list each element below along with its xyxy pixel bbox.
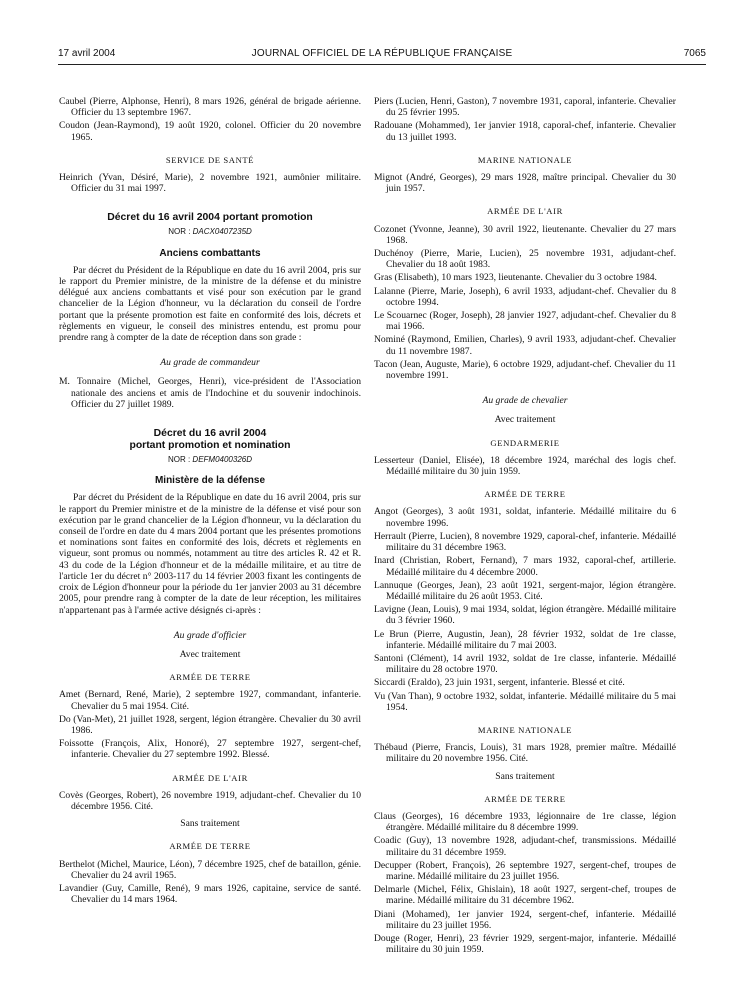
list-item: Santoni (Clément), 14 avril 1932, soldat de 1re classe, infanterie. Médaillé militaire du 28 octobre 1970. xyxy=(374,652,676,676)
list-item: Lesserteur (Daniel, Elisée), 18 décembre 1924, maréchal des logis chef. Médaillé militaire du 30 juin 1959. xyxy=(374,454,676,478)
section-heading: ARMÉE DE TERRE xyxy=(169,672,251,683)
list-item: Do (Van-Met), 21 juillet 1928, sergent, légion étrangère. Chevalier du 30 avril 1986. xyxy=(59,713,361,736)
section-heading: ARMÉE DE L'AIR xyxy=(172,772,248,783)
list-item: Lalanne (Pierre, Marie, Joseph), 6 avril 1933, adjudant-chef. Chevalier du 8 octobre 1994. xyxy=(374,285,676,308)
treatment-heading: Sans traitement xyxy=(180,818,240,830)
entry-list xyxy=(374,811,676,955)
treatment-heading: Avec traitement xyxy=(179,648,241,660)
list-item: Angot (Georges), 3 août 1931, soldat, infanterie. Médaillé militaire du 6 novembre 1996. xyxy=(374,506,676,529)
list-item: Radouane (Mohammed), 1er janvier 1918, caporal-chef, infanterie. Chevalier du 13 juillet 1993. xyxy=(374,120,676,143)
list-item: Gras (Elisabeth), 10 mars 1923, lieutenante. Chevalier du 3 octobre 1984. xyxy=(374,272,657,284)
list-item: Cozonet (Yvonne, Jeanne), 30 avril 1922, lieutenante. Chevalier du 27 mars 1968. xyxy=(374,223,676,246)
entry-list xyxy=(59,859,361,906)
list-item: Le Brun (Pierre, Augustin, Jean), 28 février 1932, soldat de 1re classe, infanterie. Médaillé militaire du 7 mai 2003. xyxy=(374,628,676,651)
list-item: Lavigne (Jean, Louis), 9 mai 1934, soldat, légion étrangère. Médaillé militaire du 3 février 1960. xyxy=(374,604,676,627)
ministry-heading: Ministère de la défense xyxy=(154,475,266,487)
list-item: Siccardi (Eraldo), 23 juin 1931, sergent, infanterie. Blessé et cité. xyxy=(374,677,625,689)
list-item: Claus (Georges), 16 décembre 1933, légionnaire de 1re classe, légion étrangère. Médaillé militaire du 8 décembre 1999. xyxy=(374,810,676,834)
entry-list xyxy=(374,224,676,382)
list-item: Le Scouarnec (Roger, Joseph), 28 janvier 1927, adjudant-chef. Chevalier du 8 mai 1966. xyxy=(374,310,676,333)
journal-title: JOURNAL OFFICIEL DE LA RÉPUBLIQUE FRANÇAISE xyxy=(251,48,513,59)
entry-list xyxy=(374,506,676,712)
right-column xyxy=(374,96,676,957)
list-item: Lannuque (Georges, Jean), 23 août 1921, sergent-major, légion étrangère. Médaillé militaire du 26 août 1953. Cité. xyxy=(374,579,676,602)
entry-list xyxy=(374,455,676,477)
list-item: Thébaud (Pierre, Francis, Louis), 31 mars 1928, premier maître. Médaillé militaire du 20 novembre 1956. Cité. xyxy=(374,742,676,765)
list-item: Covès (Georges, Robert), 26 novembre 1919, adjudant-chef. Chevalier du 10 décembre 1956. Cité. xyxy=(59,789,361,812)
section-heading: ARMÉE DE TERRE xyxy=(169,841,251,852)
list-item: Duchénoy (Pierre, Marie, Lucien), 25 novembre 1931, adjudant-chef. Chevalier du 18 août 1983. xyxy=(374,248,676,271)
issue-date: 17 avril 2004 xyxy=(58,48,116,59)
entry-list xyxy=(59,790,361,812)
decree-paragraph: Par décret du Président de la République en date du 16 avril 2004, pris sur le rapport du Premier ministre et de la ministre de la défense et visé pour son exécution par le grand chancelier de la Légion d'honneur, vu la déclaration du conseil de l'ordre en date du 4 mars 2004 portant que les présentes promotions et nominations sont faites en conformité des lois, décrets et règlements en vigueur, sont promus ou nommés, notamment au titre des articles R. 42 et R. 43 du code de la Légion d'honneur et de la médaille militaire, et au titre de l'article 1er du décret n° 2003-117 du 14 février 2003 fixant les contingents de croix de Légion d'honneur pour la période du 1er janvier 2003 au 31 décembre 2005, pour prendre rang à compter de la date de leur réception, les militaires n'appartenant pas à l'armée active désignés ci-après : xyxy=(59,492,361,616)
list-item: M. Tonnaire (Michel, Georges, Henri), vice-président de l'Association nationale des anciens et amis de l'Indochine et du souvenir indochinois. Officier du 27 juillet 1989. xyxy=(59,376,361,410)
list-item: Lavandier (Guy, Camille, René), 9 mars 1926, capitaine, service de santé. Chevalier du 14 mars 1964. xyxy=(59,882,361,906)
nor-label: NOR : xyxy=(168,227,193,237)
entry-list xyxy=(59,376,361,410)
grade-heading: Au grade de commandeur xyxy=(160,357,260,369)
list-item: Diani (Mohamed), 1er janvier 1924, sergent-chef, infanterie. Médaillé militaire du 23 juillet 1956. xyxy=(374,908,676,931)
page-number: 7065 xyxy=(683,48,706,59)
decree-title-line: portant promotion et nomination xyxy=(129,440,291,452)
decree-title-line: Décret du 16 avril 2004 xyxy=(153,428,267,440)
left-column xyxy=(59,96,361,907)
treatment-heading: Sans traitement xyxy=(495,770,555,782)
entry-list xyxy=(374,742,676,764)
list-item: Inard (Christian, Robert, Fernand), 7 mars 1932, caporal-chef, artillerie. Médaillé militaire du 4 décembre 2000. xyxy=(374,555,676,578)
list-item: Coadic (Guy), 13 novembre 1928, adjudant-chef, transmissions. Médaillé militaire du 31 décembre 1959. xyxy=(374,835,676,858)
grade-heading: Au grade de chevalier xyxy=(482,395,568,407)
entry-list xyxy=(59,96,361,143)
list-item: Coudon (Jean-Raymond), 19 août 1920, colonel. Officier du 20 novembre 1965. xyxy=(59,120,361,143)
entry-list xyxy=(59,689,361,760)
header-rule xyxy=(58,64,706,65)
decree-paragraph: Par décret du Président de la République en date du 16 avril 2004, pris sur le rapport du Premier ministre, de la ministre de la défense et du ministre délégué aux anciens combattants et visé pour son exécution par le grand chancelier de la Légion d'honneur, vu la déclaration du conseil de l'ordre portant que la présente promotion est faite en conformité des lois, décrets et règlements en vigueur, le conseil des ministres entendu, est promu pour prendre rang à compter de la date de réception dans son grade : xyxy=(59,264,361,344)
list-item: Foissotte (François, Alix, Honoré), 27 septembre 1927, sergent-chef, infanterie. Chevalier du 27 septembre 1992. Blessé. xyxy=(59,738,361,761)
list-item: Tacon (Jean, Auguste, Marie), 6 octobre 1929, adjudant-chef. Chevalier du 11 novembre 1991. xyxy=(374,358,676,382)
decree-title xyxy=(59,428,361,452)
list-item: Berthelot (Michel, Maurice, Léon), 7 décembre 1925, chef de bataillon, génie. Chevalier du 24 avril 1965. xyxy=(59,858,361,881)
ministry-heading: Anciens combattants xyxy=(159,247,261,259)
nor-code: DEFM0400326D xyxy=(192,455,253,465)
list-item: Amet (Bernard, René, Marie), 2 septembre 1927, commandant, infanterie. Chevalier du 5 mai 1954. Cité. xyxy=(59,689,361,712)
entry-list xyxy=(374,96,676,143)
list-item: Delmarle (Michel, Félix, Ghislain), 18 août 1927, sergent-chef, troupes de marine. Médaillé militaire du 31 décembre 1962. xyxy=(374,884,676,907)
page-header xyxy=(58,44,706,64)
grade-heading: Au grade d'officier xyxy=(173,629,247,641)
entry-list xyxy=(374,172,676,194)
list-item: Nominé (Raymond, Emilien, Charles), 9 avril 1933, adjudant-chef. Chevalier du 11 novembre 1987. xyxy=(374,334,676,357)
section-heading: ARMÉE DE TERRE xyxy=(484,489,566,500)
nor-label: NOR : xyxy=(167,455,193,465)
nor-reference xyxy=(59,454,361,465)
list-item: Douge (Roger, Henri), 23 février 1929, sergent-major, infanterie. Médaillé militaire du 30 juin 1959. xyxy=(374,932,676,956)
section-heading: MARINE NATIONALE xyxy=(477,154,573,165)
list-item: Herrault (Pierre, Lucien), 8 novembre 1929, caporal-chef, infanterie. Médaillé militaire du 31 décembre 1963. xyxy=(374,530,676,554)
list-item: Mignot (André, Georges), 29 mars 1928, maître principal. Chevalier du 30 juin 1957. xyxy=(374,172,676,195)
decree-title: Décret du 16 avril 2004 portant promotion xyxy=(107,212,313,224)
section-heading: SERVICE DE SANTÉ xyxy=(165,154,255,165)
section-heading: MARINE NATIONALE xyxy=(477,724,573,735)
list-item: Vu (Van Than), 9 octobre 1932, soldat, infanterie. Médaillé militaire du 5 mai 1954. xyxy=(374,690,676,713)
treatment-heading: Avec traitement xyxy=(494,414,556,426)
nor-code: DACX0407235D xyxy=(192,227,252,237)
nor-reference xyxy=(59,226,361,237)
list-item: Heinrich (Yvan, Désiré, Marie), 2 novembre 1921, aumônier militaire. Officier du 31 mai 1997. xyxy=(59,172,361,195)
entry-list xyxy=(59,172,361,194)
section-heading: GENDARMERIE xyxy=(490,437,560,448)
list-item: Caubel (Pierre, Alphonse, Henri), 8 mars 1926, général de brigade aérienne. Officier du 13 septembre 1967. xyxy=(59,96,361,119)
list-item: Piers (Lucien, Henri, Gaston), 7 novembre 1931, caporal, infanterie. Chevalier du 25 février 1995. xyxy=(374,96,676,119)
section-heading: ARMÉE DE L'AIR xyxy=(487,206,563,217)
list-item: Decupper (Robert, François), 26 septembre 1927, sergent-chef, troupes de marine. Médaillé militaire du 23 juillet 1956. xyxy=(374,859,676,882)
section-heading: ARMÉE DE TERRE xyxy=(484,793,566,804)
